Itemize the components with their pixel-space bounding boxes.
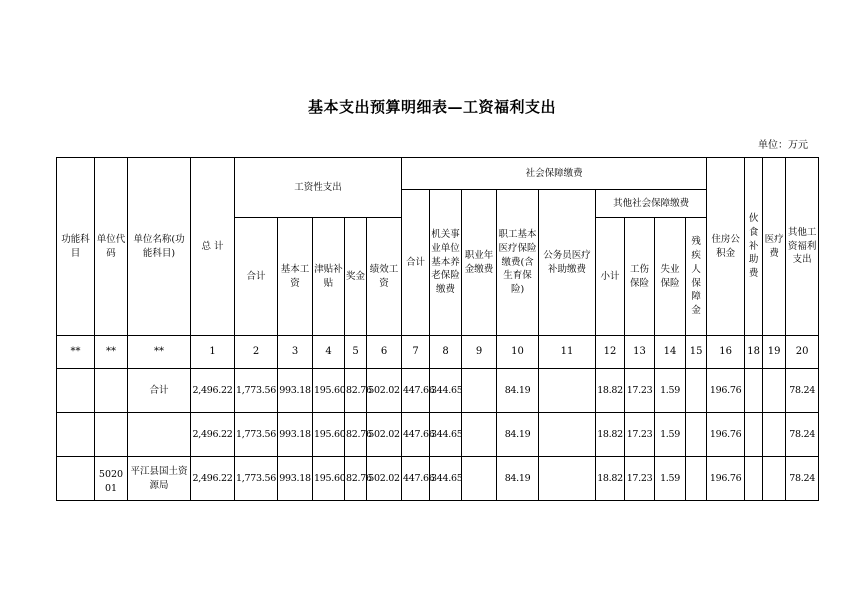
cell-pension: 344.65 bbox=[430, 369, 462, 413]
header-injury-insurance: 工伤保险 bbox=[625, 218, 655, 336]
cell-code: 502001 bbox=[95, 457, 128, 501]
cell-injury: 17.23 bbox=[625, 369, 655, 413]
index-cell: 11 bbox=[539, 336, 596, 369]
cell-pension: 344.65 bbox=[430, 457, 462, 501]
cell-medical-insurance: 84.19 bbox=[497, 369, 539, 413]
table-row bbox=[57, 413, 819, 457]
header-social-group: 社会保障缴费 bbox=[402, 158, 707, 190]
index-cell: 16 bbox=[707, 336, 745, 369]
index-cell: 15 bbox=[686, 336, 707, 369]
cell-name bbox=[128, 413, 191, 457]
header-housing-fund: 住房公积金 bbox=[707, 158, 745, 336]
cell-allowance: 195.60 bbox=[313, 369, 345, 413]
cell-bonus: 82.76 bbox=[345, 457, 367, 501]
cell-meal bbox=[745, 369, 763, 413]
budget-table bbox=[56, 157, 819, 501]
header-total: 总 计 bbox=[191, 158, 235, 336]
cell-performance-wage: 502.02 bbox=[367, 457, 402, 501]
cell-total: 2,496.22 bbox=[191, 457, 235, 501]
header-civil-medical: 公务员医疗补助缴费 bbox=[539, 190, 596, 336]
cell-total: 2,496.22 bbox=[191, 413, 235, 457]
table-row bbox=[57, 369, 819, 413]
header-unit-name: 单位名称(功能科目) bbox=[128, 158, 191, 336]
cell-civil-medical bbox=[539, 413, 596, 457]
cell-medical-fee bbox=[763, 369, 786, 413]
index-cell: 4 bbox=[313, 336, 345, 369]
index-cell: ** bbox=[128, 336, 191, 369]
cell-other-welfare: 78.24 bbox=[786, 457, 819, 501]
cell-housing: 196.76 bbox=[707, 369, 745, 413]
index-cell: 9 bbox=[462, 336, 497, 369]
cell-other-subtotal: 18.82 bbox=[596, 457, 625, 501]
header-unit-code: 单位代码 bbox=[95, 158, 128, 336]
cell-name: 平江县国土资源局 bbox=[128, 457, 191, 501]
cell-performance-wage: 502.02 bbox=[367, 369, 402, 413]
cell-func bbox=[57, 457, 95, 501]
header-medical-fee: 医疗费 bbox=[763, 158, 786, 336]
cell-unemployment: 1.59 bbox=[655, 413, 686, 457]
header-disabled-fund: 残疾人保障金 bbox=[686, 218, 707, 336]
cell-allowance: 195.60 bbox=[313, 457, 345, 501]
cell-injury: 17.23 bbox=[625, 413, 655, 457]
index-cell: 13 bbox=[625, 336, 655, 369]
cell-name: 合计 bbox=[128, 369, 191, 413]
cell-social-sum: 447.66 bbox=[402, 457, 430, 501]
header-func-code: 功能科目 bbox=[57, 158, 95, 336]
header-wage-sum: 合计 bbox=[235, 218, 278, 336]
header-unemployment-insurance: 失业保险 bbox=[655, 218, 686, 336]
index-cell: 8 bbox=[430, 336, 462, 369]
cell-medical-insurance: 84.19 bbox=[497, 413, 539, 457]
cell-disabled bbox=[686, 413, 707, 457]
cell-func bbox=[57, 413, 95, 457]
cell-social-sum: 447.66 bbox=[402, 369, 430, 413]
cell-other-welfare: 78.24 bbox=[786, 369, 819, 413]
index-cell: ** bbox=[95, 336, 128, 369]
header-annuity: 职业年金缴费 bbox=[462, 190, 497, 336]
header-allowance: 津贴补贴 bbox=[313, 218, 345, 336]
index-cell: 2 bbox=[235, 336, 278, 369]
index-cell: 3 bbox=[278, 336, 313, 369]
cell-meal bbox=[745, 413, 763, 457]
index-cell: 7 bbox=[402, 336, 430, 369]
cell-medical-insurance: 84.19 bbox=[497, 457, 539, 501]
index-cell: 18 bbox=[745, 336, 763, 369]
cell-annuity bbox=[462, 413, 497, 457]
cell-meal bbox=[745, 457, 763, 501]
index-cell: 1 bbox=[191, 336, 235, 369]
index-cell: 10 bbox=[497, 336, 539, 369]
header-other-social-group: 其他社会保障缴费 bbox=[596, 190, 707, 218]
index-cell: ** bbox=[57, 336, 95, 369]
cell-total: 2,496.22 bbox=[191, 369, 235, 413]
index-cell: 20 bbox=[786, 336, 819, 369]
cell-performance-wage: 502.02 bbox=[367, 413, 402, 457]
header-basic-wage: 基本工资 bbox=[278, 218, 313, 336]
index-cell: 5 bbox=[345, 336, 367, 369]
cell-disabled bbox=[686, 369, 707, 413]
cell-other-subtotal: 18.82 bbox=[596, 413, 625, 457]
cell-unemployment: 1.59 bbox=[655, 369, 686, 413]
cell-wage-sum: 1,773.56 bbox=[235, 369, 278, 413]
cell-code bbox=[95, 413, 128, 457]
cell-unemployment: 1.59 bbox=[655, 457, 686, 501]
cell-basic-wage: 993.18 bbox=[278, 369, 313, 413]
table-row bbox=[57, 457, 819, 501]
cell-bonus: 82.76 bbox=[345, 369, 367, 413]
cell-housing: 196.76 bbox=[707, 413, 745, 457]
cell-basic-wage: 993.18 bbox=[278, 457, 313, 501]
cell-annuity bbox=[462, 369, 497, 413]
header-other-welfare: 其他工资福利支出 bbox=[786, 158, 819, 336]
cell-other-welfare: 78.24 bbox=[786, 413, 819, 457]
header-other-subtotal: 小计 bbox=[596, 218, 625, 336]
cell-civil-medical bbox=[539, 457, 596, 501]
unit-label: 单位：万元 bbox=[758, 140, 808, 151]
header-medical-insurance: 职工基本医疗保险缴费(含生育保险) bbox=[497, 190, 539, 336]
header-pension: 机关事业单位基本养老保险缴费 bbox=[430, 190, 462, 336]
cell-wage-sum: 1,773.56 bbox=[235, 413, 278, 457]
cell-medical-fee bbox=[763, 457, 786, 501]
cell-injury: 17.23 bbox=[625, 457, 655, 501]
header-social-sum: 合计 bbox=[402, 190, 430, 336]
cell-medical-fee bbox=[763, 413, 786, 457]
header-performance-wage: 绩效工资 bbox=[367, 218, 402, 336]
header-wage-group: 工资性支出 bbox=[235, 158, 402, 218]
cell-other-subtotal: 18.82 bbox=[596, 369, 625, 413]
index-cell: 12 bbox=[596, 336, 625, 369]
cell-basic-wage: 993.18 bbox=[278, 413, 313, 457]
header-meal-subsidy: 伙食补助费 bbox=[745, 158, 763, 336]
page-title: 基本支出预算明细表—工资福利支出 bbox=[307, 98, 556, 116]
cell-civil-medical bbox=[539, 369, 596, 413]
cell-code bbox=[95, 369, 128, 413]
cell-func bbox=[57, 369, 95, 413]
cell-bonus: 82.76 bbox=[345, 413, 367, 457]
header-bonus: 奖金 bbox=[345, 218, 367, 336]
cell-wage-sum: 1,773.56 bbox=[235, 457, 278, 501]
index-cell: 19 bbox=[763, 336, 786, 369]
cell-annuity bbox=[462, 457, 497, 501]
cell-housing: 196.76 bbox=[707, 457, 745, 501]
cell-allowance: 195.60 bbox=[313, 413, 345, 457]
cell-pension: 344.65 bbox=[430, 413, 462, 457]
cell-disabled bbox=[686, 457, 707, 501]
index-cell: 6 bbox=[367, 336, 402, 369]
cell-social-sum: 447.66 bbox=[402, 413, 430, 457]
index-cell: 14 bbox=[655, 336, 686, 369]
